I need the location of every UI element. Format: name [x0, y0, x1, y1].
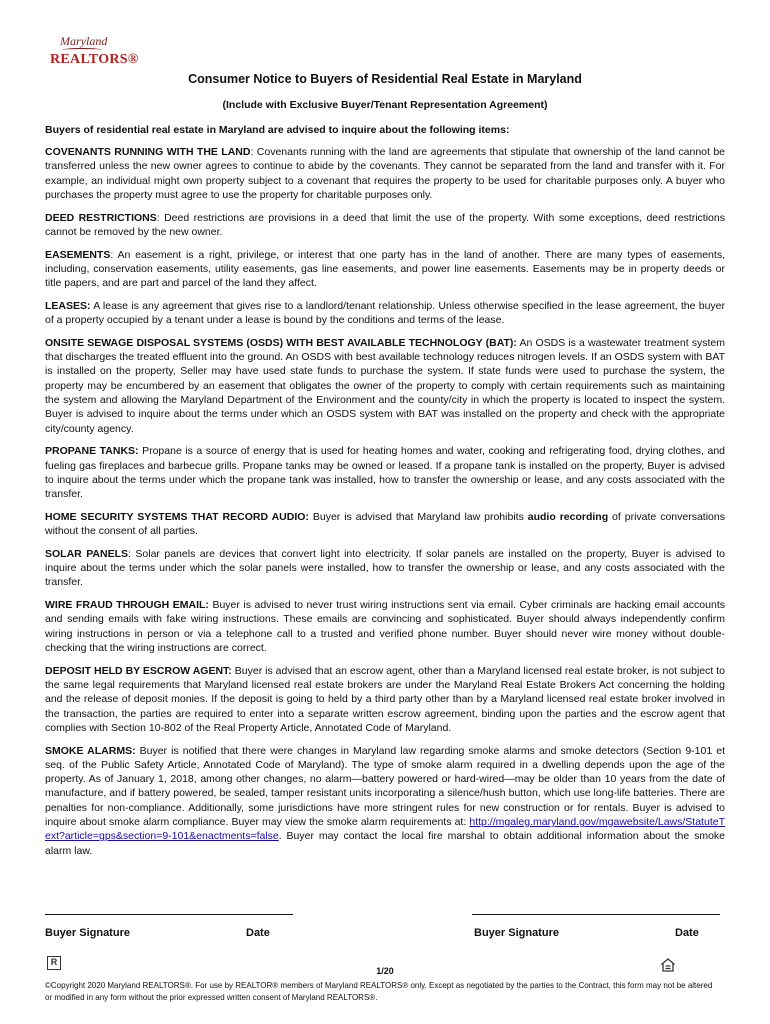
covenants-paragraph	[45, 145, 725, 202]
propane-paragraph	[45, 444, 725, 501]
solar-paragraph	[45, 547, 725, 590]
propane-body: Propane is a source of energy that is used for heating homes and water, cooking and refrigerating food, drying clothes, and fueling gas fireplaces and barbecue grills. Propane tanks may be owned or leased. If a propane tank is installed on the property, Buyer is advised to inquire about the terms under which the propane tank was installed, how to transfer the ownership or lease, and any costs associated with the transfer.	[45, 445, 725, 501]
page-number: 1/20	[376, 966, 394, 976]
document-body	[45, 145, 725, 866]
buyer-1-signature-label: Buyer Signature	[45, 927, 130, 939]
solar-body: : Solar panels are devices that convert light into electricity. If solar panels are installed on the property, Buyer is advised to inquire about the terms under which the solar panels were installed, how to transfer the ownership or lease, and any costs associated with the transfer.	[45, 547, 725, 589]
security-paragraph	[45, 510, 725, 539]
covenants-heading: COVENANTS RUNNING WITH THE LAND	[45, 146, 251, 158]
leases-heading: LEASES:	[45, 299, 91, 312]
buyer-2-signature-line[interactable]	[472, 914, 720, 915]
smoke-body-a: Buyer is notified that there were changes in Maryland law regarding smoke alarms and smoke detectors (Section 9-101 et seq. of the Public Safety Article, Annotated Code of Maryland). The type of smoke alarm required in a dwelling depends upon the age of the property. As of January 1, 2018, among other changes, no alarm—battery powered or hard-wired—may be older than 10 years from the date of manufacture, and if battery powered, be sealed, tamper resistant units incorporating a silence/hush button, which use long-life batteries. There are penalties for non-compliance. Additionally, some jurisdictions have more stringent rules for new construction or for rentals. Buyer is advised to inquire about smoke alarm compliance. Buyer may view the smoke alarm requirements at:	[45, 744, 725, 829]
deed-heading: DEED RESTRICTIONS	[45, 211, 157, 224]
buyer-2-signature-label: Buyer Signature	[474, 927, 559, 939]
covenants-body: : Covenants running with the land are agreements that stipulate that ownership of the land cannot be transferred unless the new owner agrees to continue to abide by the covenants. They cannot be separated from the land and transfer with it. For example, an individual might own property subject to a covenant that requires the property to be used for charitable purposes only. A buyer who purchases the property must agree to use the property for charitable purposes only.	[45, 146, 725, 201]
maryland-realtors-logo	[50, 34, 139, 70]
intro-text: Buyers of residential real estate in Maryland are advised to inquire about the following items:	[45, 124, 510, 136]
equal-housing-icon	[661, 958, 675, 972]
logo-realtors-text: REALTORS®	[50, 52, 139, 67]
osds-paragraph	[45, 336, 725, 436]
document-subtitle: (Include with Exclusive Buyer/Tenant Representation Agreement)	[222, 99, 548, 111]
buyer-1-date-label: Date	[246, 927, 270, 939]
smoke-body-b: . Buyer may contact the local fire marshal to obtain additional information about the smoke alarm law.	[45, 830, 725, 857]
logo-maryland-text: Maryland	[60, 34, 108, 48]
realtor-r-icon: R	[47, 956, 61, 970]
deposit-body: Buyer is advised that an escrow agent, other than a Maryland licensed real estate broker, is not subject to the same legal requirements that Maryland licensed real estate brokers are under the Maryland Real Estate Brokers Act concerning the holding and the release of deposit monies. If the deposit is going to held by a third party other than by a Maryland licensed real estate broker involved in the transaction, the parties are required to enter into a separate written escrow agreement, binding upon the parties and the escrow agent that complies with Section 10-802 of the Real Property Article, Annotated Code of Maryland.	[45, 664, 726, 734]
security-heading: HOME SECURITY SYSTEMS THAT RECORD AUDIO:	[45, 510, 309, 523]
leases-paragraph	[45, 299, 725, 328]
osds-body: An OSDS is a wastewater treatment system that discharges the treated effluent into the ground. An OSDS with best available technology reduces nitrogen levels. If an OSDS system with BAT is installed on the property, Seller may have used state funds to purchase the system. If state funds were used to purchase the system, the property may be encumbered by an easement that obligates the owner of the property to comply with certain requirements such as maintaining the system and allowing the Maryland Department of the Environment and the county/city in which the property is located to inspect the system. Buyer is advised to inquire about the terms under which an OSDS system with BAT was installed on the property and check with the appropriate city/county agency.	[45, 336, 725, 435]
osds-heading: ONSITE SEWAGE DISPOSAL SYSTEMS (OSDS) WITH BEST AVAILABLE TECHNOLOGY (BAT):	[45, 336, 517, 349]
solar-heading: SOLAR PANELS	[45, 547, 129, 560]
easements-paragraph	[45, 248, 725, 291]
security-body-b: of private conversations without the consent of all parties.	[45, 510, 725, 538]
document-title: Consumer Notice to Buyers of Residential Real Estate in Maryland	[188, 72, 582, 86]
leases-body: A lease is any agreement that gives rise to a landlord/tenant relationship. Unless otherwise specified in the lease agreement, the buyer of a property occupied by a tenant under a lease is bound by the conditions and terms of the lease.	[45, 299, 725, 327]
security-body-a: Buyer is advised that Maryland law prohibits	[308, 510, 528, 523]
wire-heading: WIRE FRAUD THROUGH EMAIL:	[45, 599, 209, 612]
easements-heading: EASEMENTS	[45, 248, 111, 261]
propane-heading: PROPANE TANKS:	[45, 445, 139, 458]
copyright-notice: ©Copyright 2020 Maryland REALTORS®. For use by REALTOR® members of Maryland REALTORS® only. Except as negotiated by the parties to the Contract, this form may not be altered or modified in any form without the prior expressed written consent of Maryland REALTORS®.	[45, 981, 713, 1002]
wire-body: Buyer is advised to never trust wiring instructions sent via email. Cyber criminals are hacking email accounts and sending emails with fake wiring instructions. These emails are convincing and sophisticated. Buyer should always independently confirm wiring instructions in person or via a telephone call to a trusted and verified phone number. Buyer should never wire money without double-checking that the wiring instructions are correct.	[45, 599, 725, 655]
deposit-heading: DEPOSIT HELD BY ESCROW AGENT:	[45, 664, 232, 677]
smoke-statute-link[interactable]: http://mgaleg.maryland.gov/mgawebsite/Laws/StatuteText?article=gps&section=9-101&enactments=false	[45, 816, 725, 843]
deed-body: : Deed restrictions are provisions in a deed that limit the use of the property. With some exceptions, deed restrictions cannot be removed by the new owner.	[45, 211, 725, 238]
easements-body: : An easement is a right, privilege, or interest that one party has in the land of another. There are many types of easements, including, conservation easements, utility easements, gas line easements, and power line easements. Easements may be in property deeds or title papers, and are part and parcel of the land they affect.	[45, 248, 725, 290]
deed-paragraph	[45, 211, 725, 240]
buyer-1-signature-line[interactable]	[45, 914, 293, 915]
wire-paragraph	[45, 598, 725, 655]
buyer-2-date-label: Date	[675, 927, 699, 939]
security-emphasis: audio recording	[527, 510, 609, 523]
smoke-heading: SMOKE ALARMS:	[45, 744, 136, 757]
smoke-paragraph	[45, 744, 725, 858]
deposit-paragraph	[45, 664, 725, 735]
